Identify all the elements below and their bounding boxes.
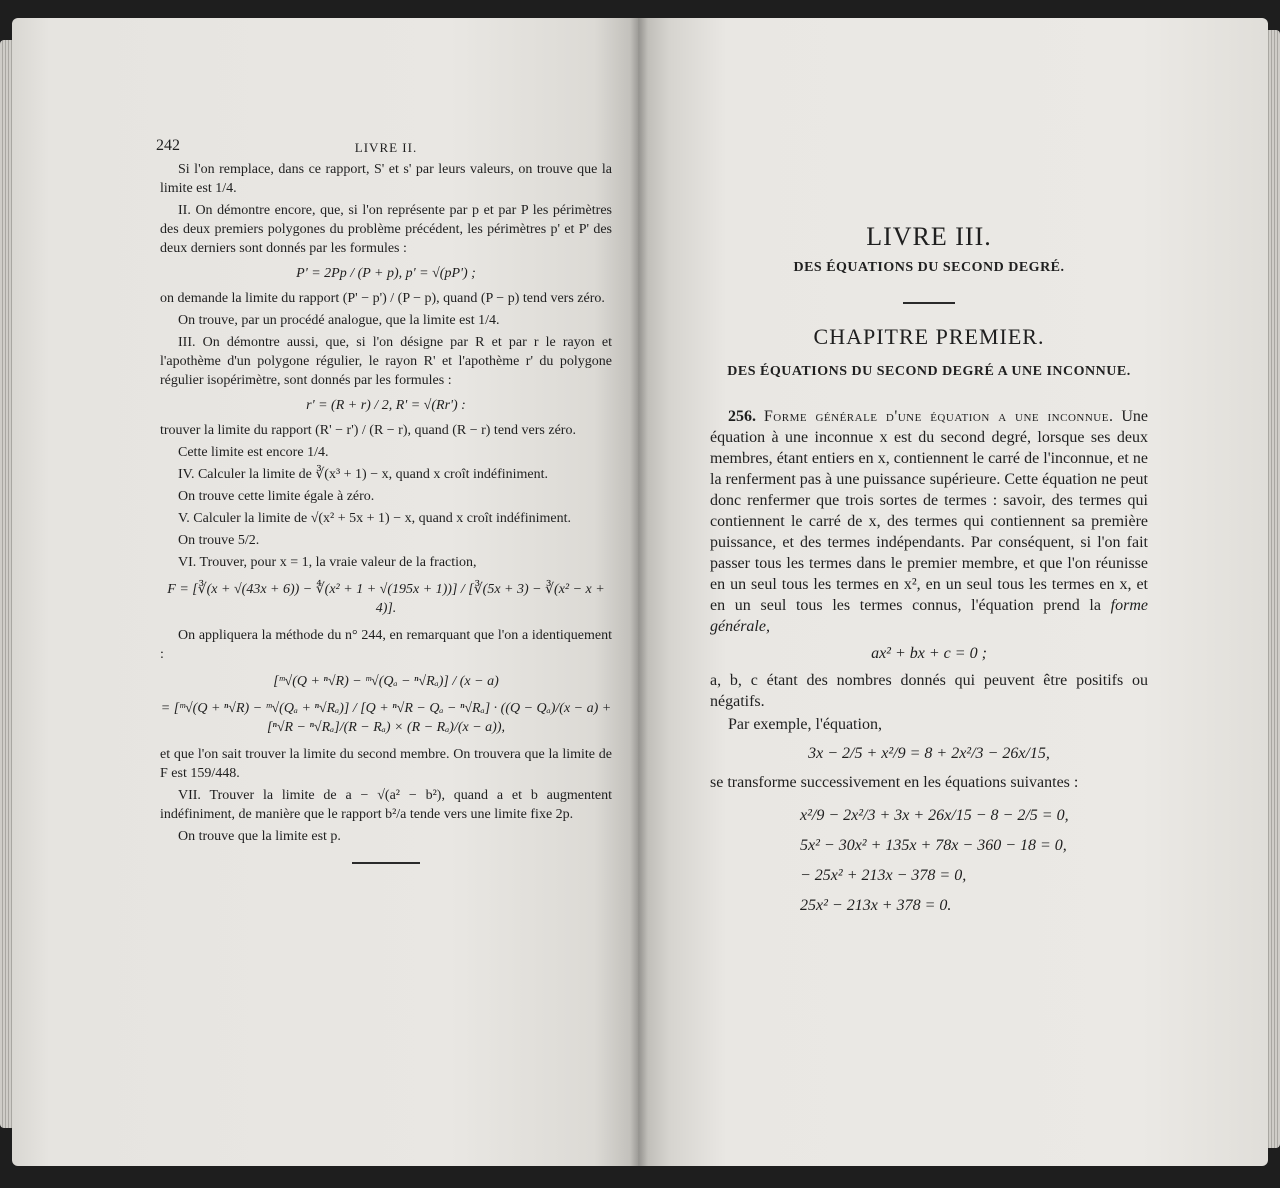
paragraph-text: a, b, c étant des nombres donnés qui peuvent être positifs ou négatifs. [710, 672, 1148, 710]
section-number: 256. [728, 408, 756, 425]
text-line: trouver la limite du rapport (R' − r') / (R − r), quand (R − r) tend vers zéro. [160, 423, 576, 438]
section-heading: Forme générale d'une équation a une inconnue. [763, 408, 1114, 425]
running-head: LIVRE II. [354, 140, 418, 155]
equation-steps [800, 801, 1148, 921]
text-line: On trouve que la limite est p. [178, 829, 341, 844]
text-line: On appliquera la méthode du n° 244, en remarquant que l'on a identiquement : [160, 628, 612, 662]
chapter-title: CHAPITRE PREMIER. [813, 324, 1045, 349]
equation-step: 5x² − 30x² + 135x + 78x − 360 − 18 = 0, [800, 837, 1067, 854]
formula: P' = 2Pp / (P + p), p' = √(pP') ; [296, 266, 476, 281]
right-page [638, 18, 1268, 1166]
text-line: III. On démontre aussi, que, si l'on désigne par R et par r le rayon et l'apothème d'un polygone régulier, le rayon R' et l'apothème r' du polygone régulier isopérimètre, sont donnés par les formules : [160, 335, 612, 388]
formula: [ᵐ√(Q + ⁿ√R) − ᵐ√(Qₐ − ⁿ√Rₐ)] / (x − a) [273, 674, 499, 689]
chapter-subtitle: DES ÉQUATIONS DU SECOND DEGRÉ A UNE INCONNUE. [727, 364, 1131, 379]
text-line: V. Calculer la limite de √(x² + 5x + 1) − x, quand x croît indéfiniment. [178, 511, 572, 526]
text-line: et que l'on sait trouver la limite du second membre. On trouvera que la limite de F est 159/448. [160, 747, 612, 781]
page-number: 242 [156, 137, 180, 154]
general-form-equation: ax² + bx + c = 0 ; [871, 645, 987, 662]
text-line: IV. Calculer la limite de ∛(x³ + 1) − x, quand x croît indéfiniment. [178, 467, 549, 482]
paragraph-text: Une équation à une inconnue x est du second degré, lorsque ses deux membres, étant entiers en x, contiennent le carré de l'inconnue, et ne la renferment pas à une puissance supérieure. Cette équation ne peut donc renfermer que trois sortes de termes : savoir, des termes qui contiennent le carré de x, des termes qui contiennent sa première puissance, et des termes indépendants. Par conséquent, si l'on fait passer tous les termes dans le premier membre, et que l'on réunisse en un seul tous les termes en x², en un seul tous les termes en x, et en un seul tous les termes connus, l'équation prend la [710, 408, 1149, 614]
left-page-header [156, 137, 612, 160]
text-line: On trouve, par un procédé analogue, que la limite est 1/4. [178, 313, 500, 328]
equation-step: x²/9 − 2x²/3 + 3x + 26x/15 − 8 − 2/5 = 0, [800, 807, 1069, 824]
text-line: Cette limite est encore 1/4. [178, 445, 329, 460]
section-paragraph [710, 406, 1148, 637]
paragraph-text: se transforme successivement en les équations suivantes : [710, 774, 1079, 791]
equation-step: 25x² − 213x + 378 = 0. [800, 897, 952, 914]
text-line: Si l'on remplace, dans ce rapport, S' et s' par leurs valeurs, on trouve que la limite est 1/4. [160, 162, 612, 196]
text-line: on demande la limite du rapport (P' − p') / (P − p), quand (P − p) tend vers zéro. [160, 291, 605, 306]
text-line: On trouve 5/2. [178, 533, 260, 548]
text-line: II. On démontre encore, que, si l'on représente par p et par P les périmètres des deux premiers polygones du problème précédent, les périmètres p' et P' des deux derniers sont donnés par les formules : [160, 203, 612, 256]
page-edges-right [1266, 30, 1280, 1148]
paragraph-emphasis: forme générale, [710, 597, 1148, 635]
book-subtitle: DES ÉQUATIONS DU SECOND DEGRÉ. [793, 260, 1065, 275]
book-title: LIVRE III. [866, 222, 992, 251]
book-gutter [630, 18, 648, 1166]
formula: F = [∛(x + √(43x + 6)) − ∜(x² + 1 + √(195x + 1))] / [∛(5x + 3) − ∛(x² − x + 4)]. [167, 582, 605, 616]
end-rule [352, 862, 420, 864]
example-equation: 3x − 2/5 + x²/9 = 8 + 2x²/3 − 26x/15, [808, 745, 1050, 762]
formula: r' = (R + r) / 2, R' = √(Rr') : [306, 398, 466, 413]
text-line: VII. Trouver la limite de a − √(a² − b²), quand a et b augmentent indéfiniment, de manière que le rapport b²/a tende vers une limite fixe 2p. [160, 788, 612, 822]
left-page [12, 18, 638, 1166]
title-rule [903, 302, 955, 304]
text-line: VI. Trouver, pour x = 1, la vraie valeur de la fraction, [178, 555, 477, 570]
formula: = [ᵐ√(Q + ⁿ√R) − ᵐ√(Qₐ + ⁿ√Rₐ)] / [Q + ⁿ√R − Qₐ − ⁿ√Rₐ] · ((Q − Qₐ)/(x − a) + [ⁿ√R − ⁿ√Rₐ]/(R − Rₐ) × (R − Rₐ)/(x − a)), [160, 701, 612, 735]
text-line: On trouve cette limite égale à zéro. [178, 489, 375, 504]
equation-step: − 25x² + 213x − 378 = 0, [800, 867, 967, 884]
paragraph-text: Par exemple, l'équation, [728, 716, 882, 733]
